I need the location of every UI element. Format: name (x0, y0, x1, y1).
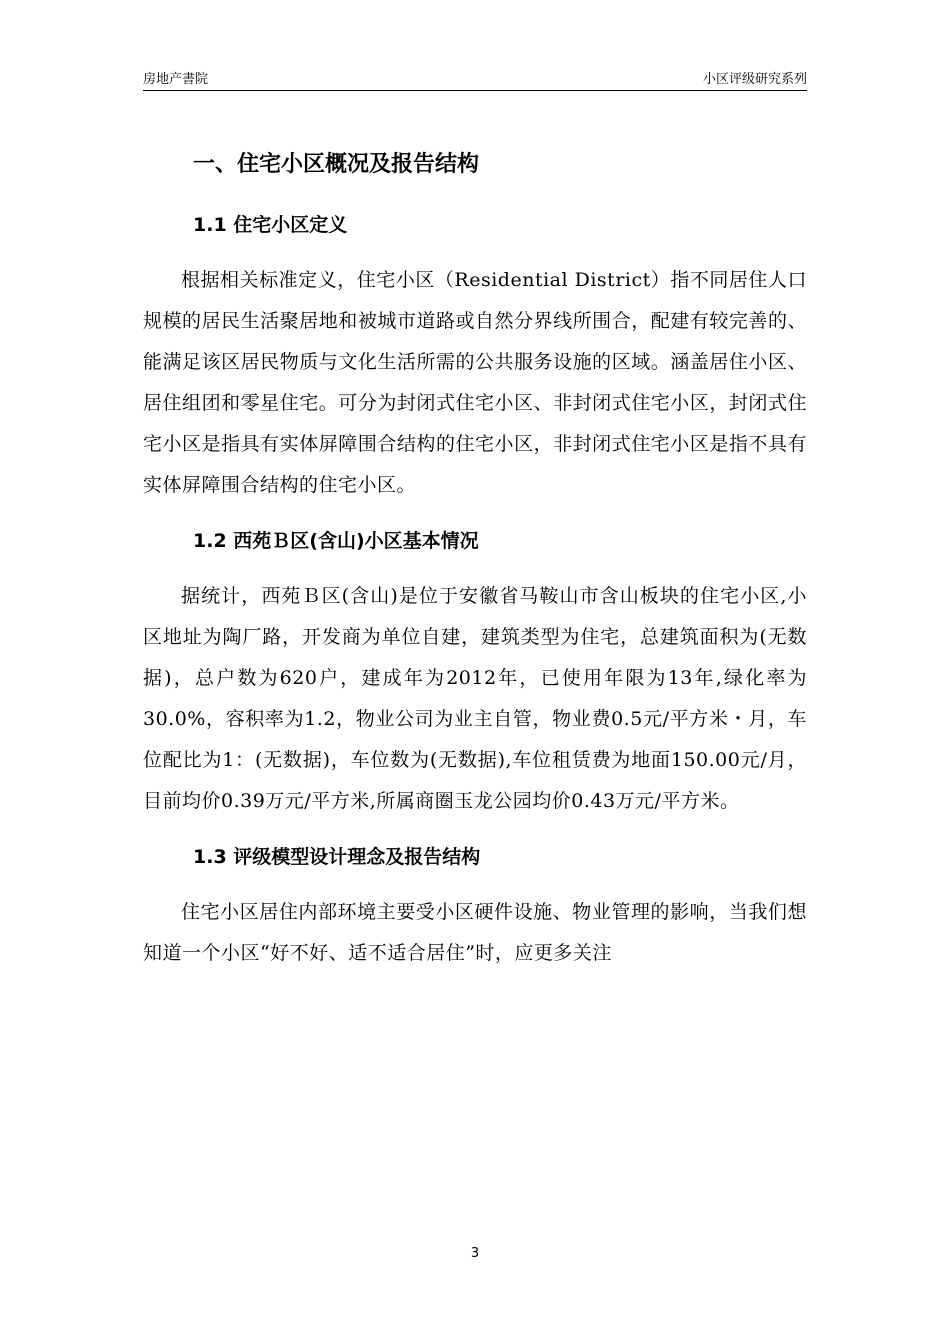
page-number: 3 (470, 1246, 480, 1261)
subsection-title-1-1: 1.1 住宅小区定义 (193, 214, 348, 236)
header-publisher: 房地产書院 (143, 72, 209, 87)
section-title: 一、住宅小区概况及报告结构 (193, 152, 480, 177)
header-series: 小区评级研究系列 (702, 72, 807, 87)
paragraph-definition: 根据相关标准定义，住宅小区（Residential District）指不同居住人口规模的居民生活聚居地和被城市道路或自然分界线所围合，配建有较完善的、能满足该区居民物质与文化生活所需的公共服务设施的区域。涵盖居住小区、居住组团和零星住宅。可分为封闭式住宅小区、非封闭式住宅小区，封闭式住宅小区是指具有实体屏障围合结构的住宅小区，非封闭式住宅小区是指不具有实体屏障围合结构的住宅小区。 (143, 269, 807, 496)
page-header (143, 68, 807, 91)
subsection-title-1-2: 1.2 西苑Ｂ区(含山)小区基本情况 (193, 530, 479, 552)
paragraph-basic-info: 据统计，西苑Ｂ区(含山)是位于安徽省马鞍山市含山板块的住宅小区,小区地址为陶厂路，开发商为单位自建，建筑类型为住宅，总建筑面积为(无数据)，总户数为620户，建成年为2012年，已使用年限为13年,绿化率为30.0%，容积率为1.2，物业公司为业主自管，物业费0.5元/平方米・月，车位配比为1：(无数据)，车位数为(无数据),车位租赁费为地面150.00元/月，目前均价0.39万元/平方米,所属商圈玉龙公园均价0.43万元/平方米。 (143, 585, 807, 812)
page-content (143, 140, 807, 974)
subsection-title-1-3: 1.3 评级模型设计理念及报告结构 (193, 846, 481, 868)
paragraph-model-design: 住宅小区居住内部环境主要受小区硬件设施、物业管理的影响，当我们想知道一个小区“好不好、适不适合居住”时，应更多关注 (143, 901, 807, 964)
